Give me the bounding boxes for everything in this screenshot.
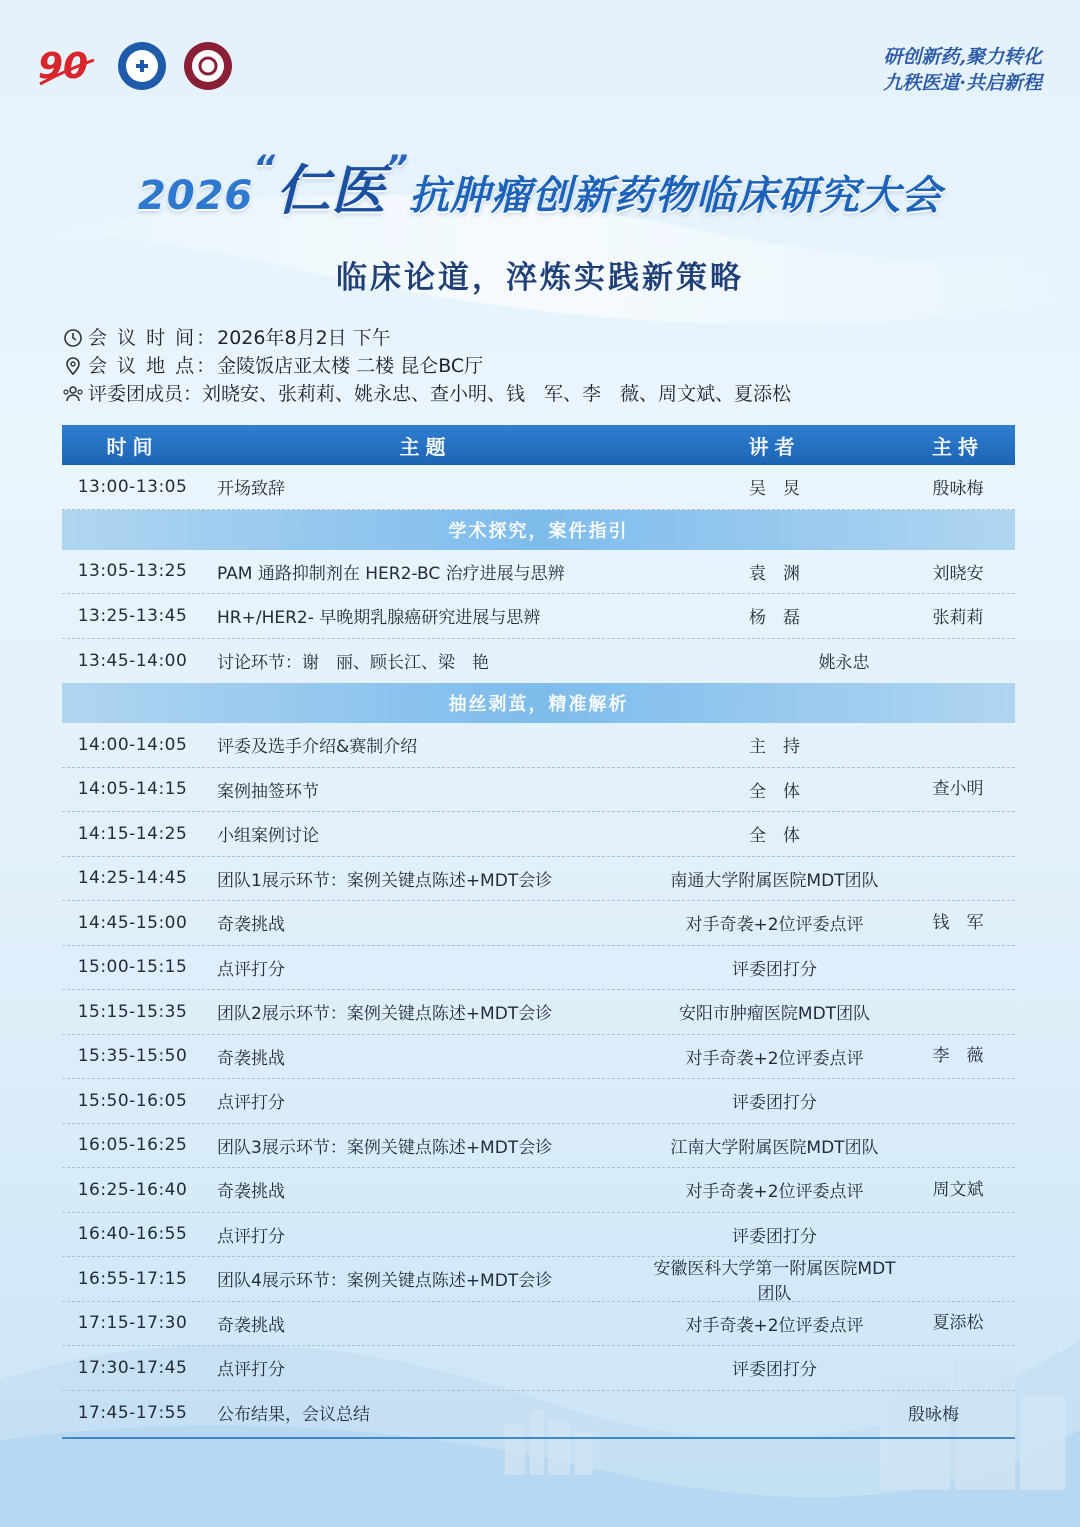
table-row: [62, 1213, 1015, 1258]
row-speaker: 评委团打分: [732, 959, 817, 980]
info-jury-value: 刘晓安、张莉莉、姚永忠、查小明、钱 军、李 薇、周文斌、夏添松: [202, 383, 792, 405]
info-time-label: 会 议 时 间：: [88, 327, 218, 349]
info-place-value: 金陵饭店亚太楼 二楼 昆仑BC厅: [217, 355, 484, 377]
row-speaker: 吴 炅: [749, 479, 800, 500]
title-year: 2026: [137, 173, 254, 219]
event-title: [0, 148, 1080, 225]
row-speaker: 袁 渊: [749, 563, 800, 584]
table-row: [62, 1035, 1015, 1080]
university-seal-icon: [182, 40, 234, 92]
row-time: 13:05-13:25: [77, 561, 188, 582]
row-speaker: 对手奇袭+2位评委点评: [685, 1048, 864, 1069]
competition-rows: [62, 723, 1015, 1435]
row-topic: PAM 通路抑制剂在 HER2-BC 治疗进展与思辨: [217, 563, 565, 584]
info-time-row: [62, 324, 791, 352]
table-row: [62, 1257, 1015, 1302]
row-speaker: 安徽医科大学第一附属医院MDT团队: [653, 1258, 896, 1304]
svg-text:90: 90: [38, 46, 89, 87]
row-topic: 开场致辞: [217, 479, 285, 500]
logo-group: [30, 40, 234, 92]
info-jury-label: 评委团成员：: [88, 383, 203, 405]
row-speaker: 安阳市肿瘤医院MDT团队: [678, 1004, 871, 1025]
row-time: 13:00-13:05: [77, 476, 188, 497]
clock-icon: [62, 327, 84, 349]
row-time: 16:40-16:55: [77, 1224, 188, 1245]
header-time: 时间: [106, 434, 159, 459]
table-header: [62, 425, 1015, 465]
table-row: [62, 1391, 1015, 1436]
title-quote-open: “: [253, 148, 277, 188]
header-host: 主持: [932, 434, 984, 459]
table-row: [62, 550, 1015, 595]
row-speaker: 全 体: [749, 826, 800, 847]
row-speaker: 对手奇袭+2位评委点评: [685, 915, 864, 936]
table-row: [62, 1302, 1015, 1347]
event-info: [62, 324, 791, 408]
row-topic: 小组案例讨论: [217, 826, 319, 847]
row-time: 15:35-15:50: [77, 1046, 188, 1067]
title-ren-yi: 仁医: [276, 158, 387, 222]
location-pin-icon: [62, 355, 84, 377]
row-speaker: 主 持: [749, 737, 800, 758]
row-topic: 团队2展示环节：案例关键点陈述+MDT会诊: [217, 1004, 553, 1025]
info-jury-row: [62, 380, 791, 408]
table-row: [62, 1346, 1015, 1391]
row-time: 13:45-14:00: [77, 650, 188, 671]
table-row: [62, 465, 1015, 510]
row-speaker: 对手奇袭+2位评委点评: [685, 1182, 864, 1203]
host-group-1: 查小明: [932, 779, 984, 799]
row-time: 14:15-14:25: [77, 823, 188, 844]
slogan-line-2: 九秩医道·共启新程: [883, 72, 1042, 94]
row-time: 16:05-16:25: [77, 1135, 188, 1156]
title-rest: 抗肿瘤创新药物临床研究大会: [409, 173, 943, 219]
row-time: 13:25-13:45: [77, 605, 188, 626]
row-topic: 奇袭挑战: [217, 915, 285, 936]
table-row: [62, 723, 1015, 768]
info-place-row: [62, 352, 791, 380]
row-topic: 团队4展示环节：案例关键点陈述+MDT会诊: [217, 1271, 553, 1292]
row-time: 17:45-17:55: [77, 1402, 188, 1423]
row-speaker: 殷咏梅: [908, 1405, 959, 1426]
table-row: [62, 857, 1015, 902]
row-host: 姚永忠: [818, 653, 870, 674]
row-time: 17:30-17:45: [77, 1357, 188, 1378]
row-time: 15:00-15:15: [77, 957, 188, 978]
row-topic: 奇袭挑战: [217, 1182, 285, 1203]
row-speaker: 全 体: [749, 781, 800, 802]
host-group-2: 钱 军: [932, 912, 984, 933]
row-speaker: 江南大学附属医院MDT团队: [670, 1137, 879, 1158]
table-row: [62, 1124, 1015, 1169]
info-place-label: 会 议 地 点：: [88, 355, 218, 377]
section-header-1: 学术探究，案件指引: [62, 510, 1015, 550]
row-time: 15:50-16:05: [77, 1090, 188, 1111]
people-icon: [62, 383, 84, 405]
table-row: [62, 990, 1015, 1035]
info-time-value: 2026年8月2日 下午: [217, 327, 391, 349]
row-topic: HR+/HER2- 早晚期乳腺癌研究进展与思辨: [217, 608, 541, 629]
host-group-5: 夏添松: [932, 1313, 984, 1333]
table-row: [62, 594, 1015, 639]
row-speaker: 杨 磊: [749, 608, 800, 629]
row-topic: 团队3展示环节：案例关键点陈述+MDT会诊: [217, 1137, 553, 1158]
row-topic: 点评打分: [217, 1360, 285, 1381]
slogan-line-1: 研创新药,聚力转化: [883, 46, 1042, 68]
row-topic: 点评打分: [217, 959, 285, 980]
row-topic: 公布结果，会议总结: [217, 1405, 370, 1426]
anniversary-logo-icon: [30, 40, 102, 92]
table-row: [62, 1079, 1015, 1124]
row-host: 张莉莉: [932, 608, 984, 629]
row-topic: 奇袭挑战: [217, 1048, 285, 1069]
row-time: 16:55-17:15: [77, 1268, 188, 1289]
host-group-4: 周文斌: [932, 1179, 984, 1200]
row-speaker: 评委团打分: [732, 1226, 817, 1247]
slogan: [883, 44, 1042, 96]
row-time: 14:45-15:00: [77, 912, 188, 933]
row-host: 刘晓安: [932, 563, 984, 584]
table-row: [62, 1168, 1015, 1213]
table-row: [62, 768, 1015, 813]
title-quote-close: ”: [386, 148, 410, 188]
table-row: [62, 639, 1015, 684]
section-header-2: 抽丝剥茧，精准解析: [62, 683, 1015, 723]
row-topic: 团队1展示环节：案例关键点陈述+MDT会诊: [217, 870, 553, 891]
row-topic: 案例抽签环节: [217, 781, 319, 802]
row-topic: 点评打分: [217, 1093, 285, 1114]
header-topic: 主题: [399, 434, 452, 459]
row-host: 殷咏梅: [932, 479, 984, 500]
row-topic: 评委及选手介绍&赛制介绍: [217, 737, 418, 758]
row-time: 15:15-15:35: [77, 1001, 188, 1022]
row-topic: 讨论环节：谢 丽、顾长江、梁 艳: [217, 653, 489, 674]
row-time: 16:25-16:40: [77, 1179, 188, 1200]
row-time: 14:00-14:05: [77, 734, 188, 755]
bottom-divider: [62, 1437, 1015, 1439]
row-time: 17:15-17:30: [77, 1313, 188, 1334]
row-time: 14:25-14:45: [77, 868, 188, 889]
table-row: [62, 812, 1015, 857]
row-topic: 奇袭挑战: [217, 1315, 285, 1336]
host-group-3: 李 薇: [932, 1046, 984, 1066]
row-speaker: 对手奇袭+2位评委点评: [685, 1315, 864, 1336]
agenda-table: [62, 425, 1015, 1435]
row-time: 14:05-14:15: [77, 779, 188, 800]
event-subtitle: 临床论道，淬炼实践新策略: [336, 260, 744, 296]
table-row: [62, 901, 1015, 946]
row-speaker: 评委团打分: [732, 1093, 817, 1114]
table-row: [62, 946, 1015, 991]
hospital-seal-icon: [116, 40, 168, 92]
row-speaker: 南通大学附属医院MDT团队: [670, 870, 879, 891]
row-topic: 点评打分: [217, 1226, 285, 1247]
header-speaker: 讲者: [748, 434, 801, 459]
row-speaker: 评委团打分: [732, 1360, 817, 1381]
